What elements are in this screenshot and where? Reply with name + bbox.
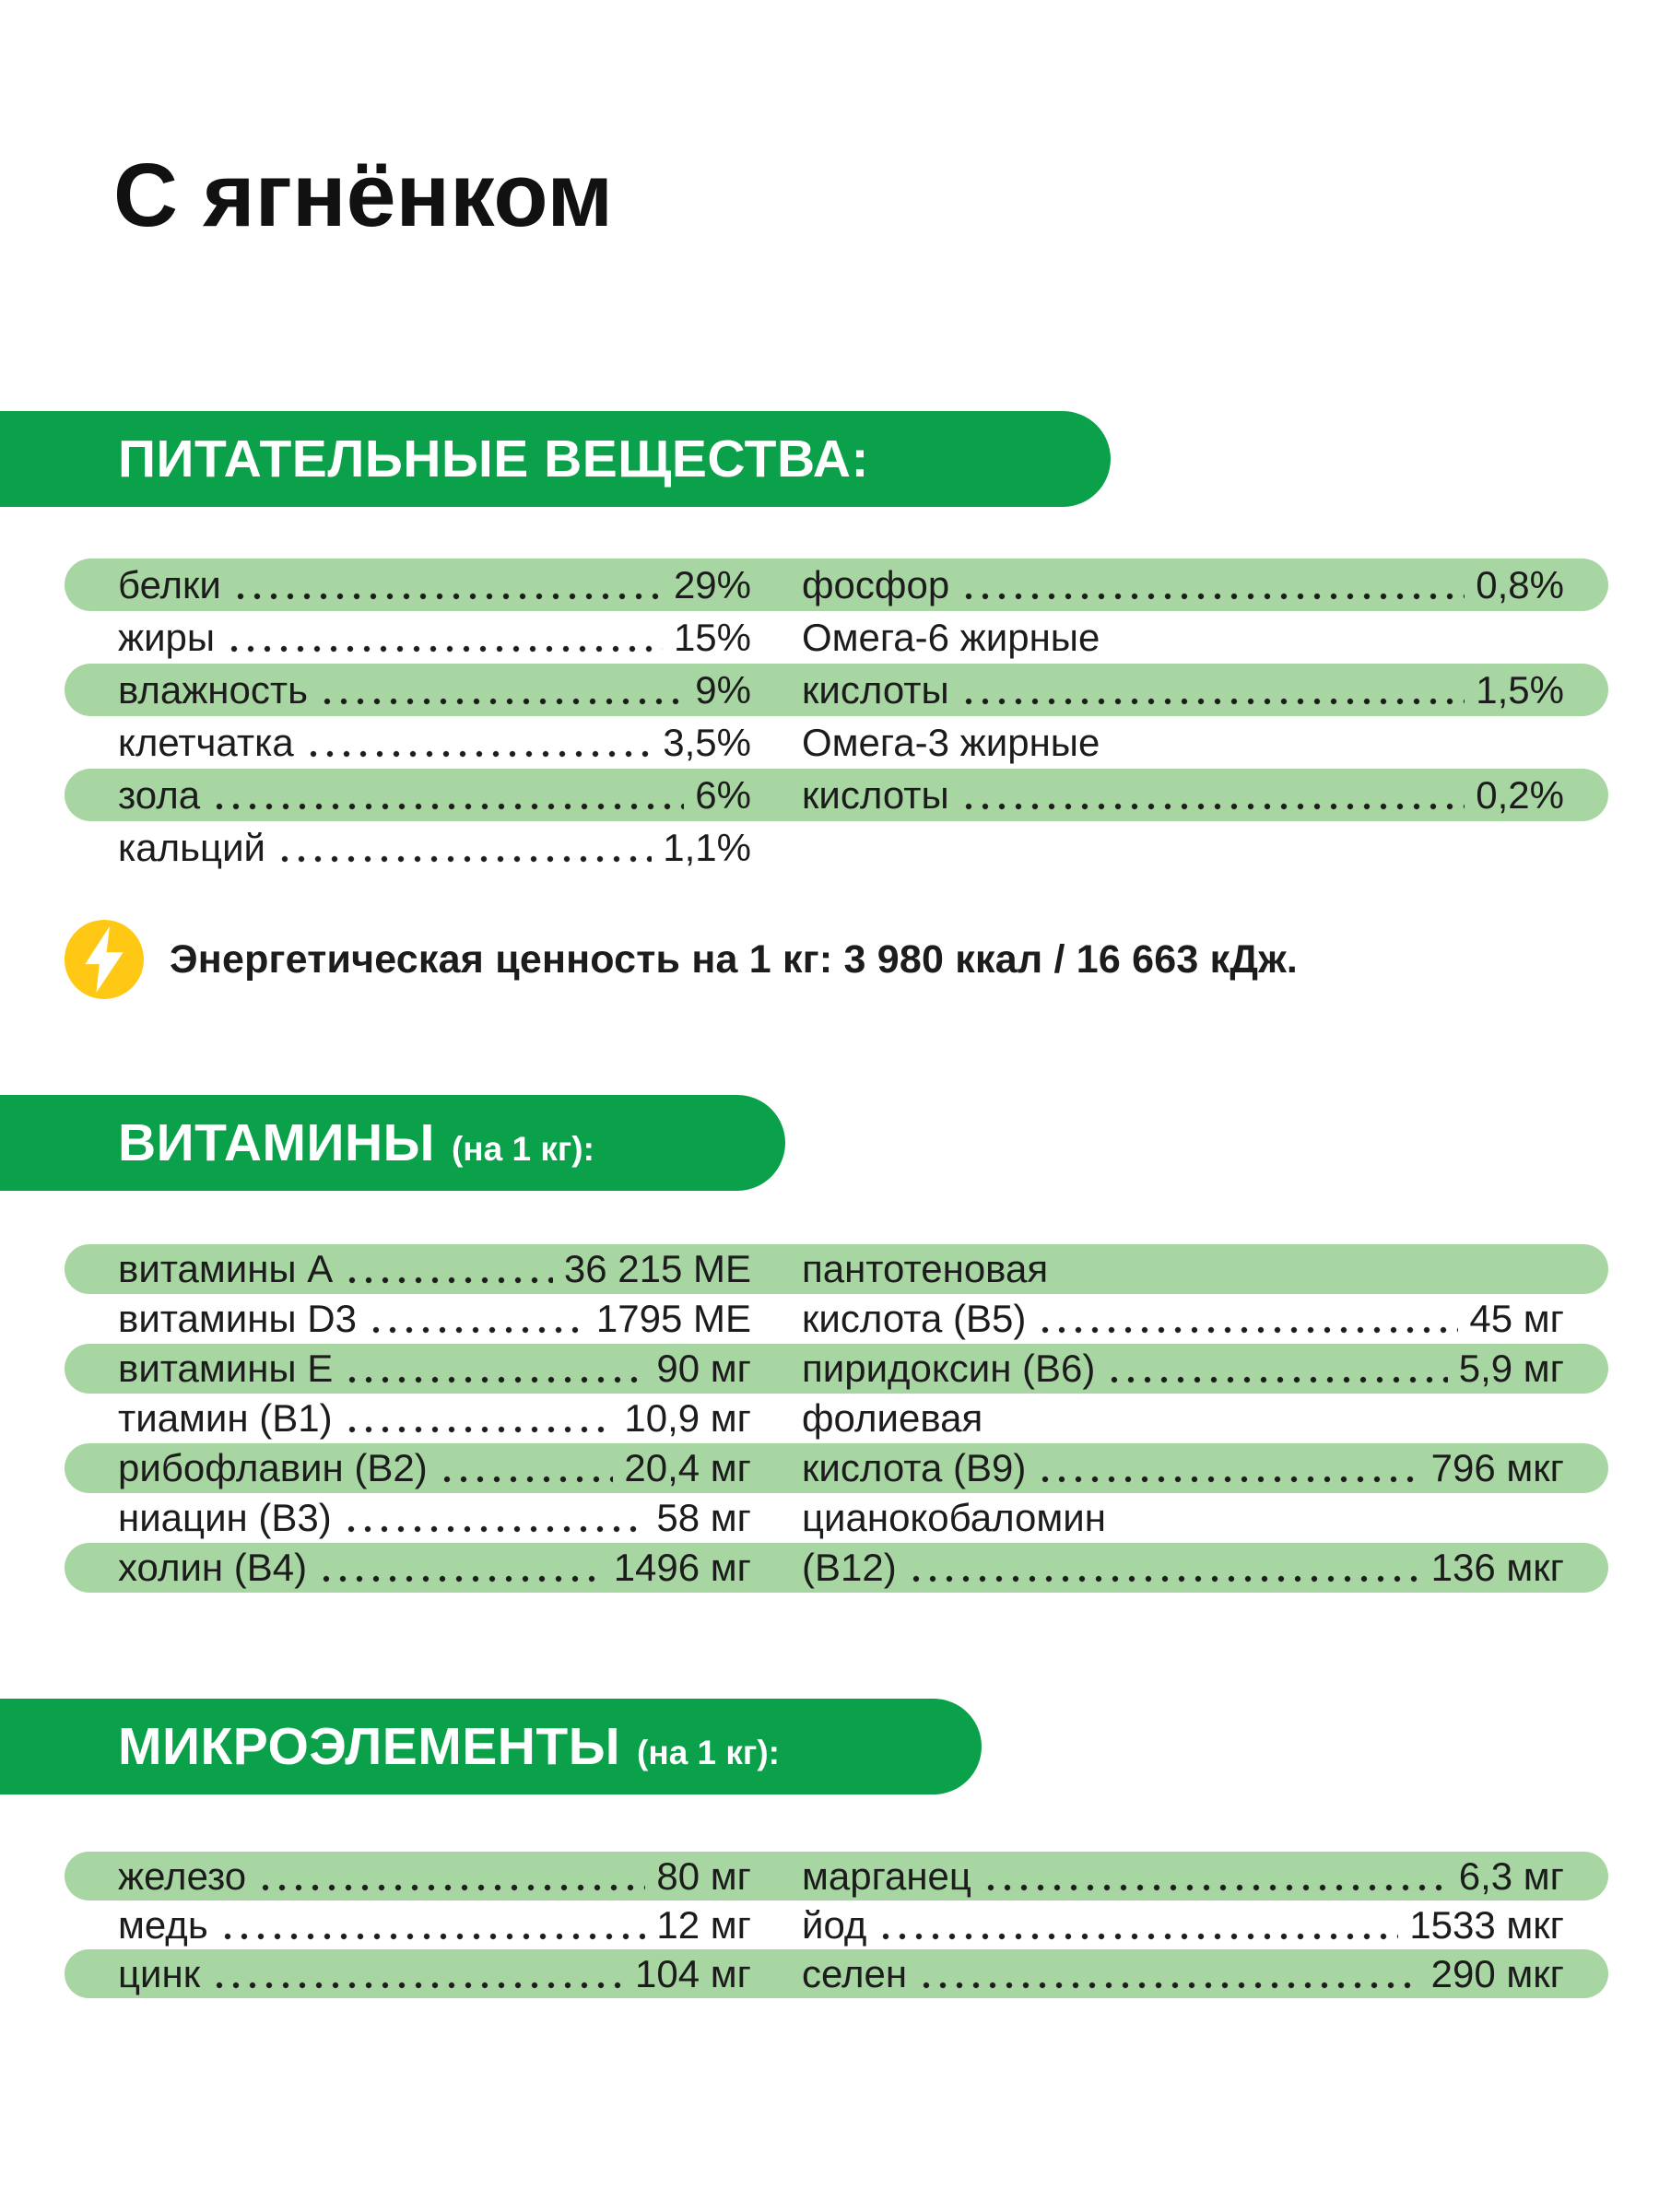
row-cell-left — [65, 825, 751, 869]
row-cell-right — [751, 1396, 1608, 1440]
row-value: 5,9 мг — [1458, 1347, 1564, 1390]
dotted-leader — [343, 1525, 646, 1533]
row-label: витамины E — [118, 1347, 334, 1390]
energy-text: Энергетическая ценность на 1 кг: 3 980 ккал / 16 663 кДж. — [170, 936, 1299, 982]
row-label: ниацин (B3) — [118, 1496, 332, 1539]
row-cell-left — [65, 1496, 751, 1539]
row-cell-right — [751, 1247, 1608, 1290]
row-cell-left — [65, 1853, 751, 1898]
section-subtitle: (на 1 кг): — [451, 1130, 594, 1168]
section-header-vitamins — [0, 1095, 785, 1191]
row-label: кислота (B9) — [802, 1446, 1027, 1489]
row-label: рибофлавин (B2) — [118, 1446, 428, 1489]
row-value: 136 мкг — [1430, 1546, 1564, 1589]
row-cell-left — [65, 1349, 751, 1388]
nutrients-table — [65, 559, 1608, 874]
section-header-nutrients — [0, 411, 1111, 507]
dotted-leader — [439, 1476, 614, 1483]
row-value: 1496 мг — [613, 1546, 751, 1589]
dotted-leader — [319, 698, 684, 705]
section-title: МИКРОЭЛЕМЕНТЫ — [118, 1717, 621, 1776]
row-cell-right — [751, 1902, 1608, 1947]
row-value: 796 мкг — [1430, 1446, 1564, 1489]
table-row — [65, 1900, 1608, 1949]
row-cell-right — [751, 1297, 1608, 1340]
row-cell-right — [751, 1853, 1608, 1898]
dotted-leader — [219, 1933, 646, 1940]
row-cell-right — [751, 1548, 1608, 1587]
row-cell-left — [65, 1396, 751, 1440]
row-cell-left — [65, 562, 751, 606]
row-value: 6,3 мг — [1458, 1853, 1564, 1898]
row-cell-right — [751, 772, 1608, 817]
row-value: 45 мг — [1469, 1297, 1564, 1340]
table-row — [65, 1493, 1608, 1543]
row-label: кислоты — [802, 772, 949, 817]
row-cell-left — [65, 1297, 751, 1340]
dotted-leader — [344, 1277, 553, 1284]
row-label: фосфор — [802, 562, 950, 606]
row-label: Омега-3 жирные — [802, 720, 1100, 764]
dotted-leader — [257, 1884, 645, 1891]
row-label: жиры — [118, 615, 216, 659]
row-value: 29% — [673, 562, 751, 606]
dotted-leader — [318, 1575, 603, 1583]
row-value: 20,4 мг — [624, 1446, 751, 1489]
dotted-leader — [1037, 1326, 1458, 1334]
dotted-leader — [226, 645, 663, 653]
dotted-leader — [960, 593, 1465, 600]
row-cell-right — [751, 562, 1608, 606]
row-value: 1795 МЕ — [595, 1297, 751, 1340]
table-row — [65, 1949, 1608, 1998]
dotted-leader — [344, 1376, 645, 1383]
row-label: влажность — [118, 667, 308, 712]
row-value: 90 мг — [656, 1347, 751, 1390]
microelements-table — [65, 1852, 1608, 1998]
row-cell-left — [65, 720, 751, 764]
row-cell-right — [751, 1496, 1608, 1539]
lightning-icon — [65, 920, 144, 999]
dotted-leader — [368, 1326, 585, 1334]
row-cell-left — [65, 1951, 751, 1995]
table-row — [65, 1852, 1608, 1900]
row-value: 290 мкг — [1430, 1951, 1564, 1995]
row-label: селен — [802, 1951, 908, 1995]
dotted-leader — [918, 1982, 1420, 1989]
dotted-leader — [305, 750, 653, 758]
vitamins-table — [65, 1244, 1608, 1593]
dotted-leader — [211, 1982, 624, 1989]
section-title: ВИТАМИНЫ — [118, 1113, 435, 1172]
row-label: железо — [118, 1853, 247, 1898]
dotted-leader — [344, 1426, 614, 1433]
dotted-leader — [232, 593, 663, 600]
table-row — [65, 1344, 1608, 1394]
row-value: 36 215 МЕ — [563, 1247, 751, 1290]
row-value: 0,2% — [1476, 772, 1564, 817]
row-value: 104 мг — [635, 1951, 751, 1995]
energy-callout — [65, 920, 1659, 999]
row-cell-left — [65, 615, 751, 659]
dotted-leader — [982, 1884, 1448, 1891]
row-label: медь — [118, 1902, 208, 1947]
row-cell-left — [65, 1446, 751, 1489]
page-title: С ягнёнком — [113, 145, 614, 245]
row-label: цианокобаломин — [802, 1496, 1106, 1539]
section-header-microelements — [0, 1699, 982, 1794]
row-label: холин (B4) — [118, 1546, 308, 1589]
row-label: Омега-6 жирные — [802, 615, 1100, 659]
row-value: 1,5% — [1476, 667, 1564, 712]
row-value: 9% — [695, 667, 751, 712]
row-label: клетчатка — [118, 720, 294, 764]
table-row — [65, 821, 1608, 874]
row-value: 10,9 мг — [624, 1396, 751, 1440]
dotted-leader — [1106, 1376, 1447, 1383]
dotted-leader — [276, 855, 652, 863]
row-value: 1,1% — [663, 825, 751, 869]
row-value: 80 мг — [656, 1853, 751, 1898]
table-row — [65, 1443, 1608, 1493]
row-cell-left — [65, 667, 751, 712]
row-value: 58 мг — [656, 1496, 751, 1539]
section-subtitle: (на 1 кг): — [637, 1734, 780, 1771]
table-row — [65, 1543, 1608, 1593]
table-row — [65, 1244, 1608, 1294]
row-label: марганец — [802, 1853, 971, 1898]
table-row — [65, 716, 1608, 769]
row-cell-right — [751, 1349, 1608, 1388]
section-header-inner — [118, 429, 869, 489]
table-row — [65, 769, 1608, 821]
table-row — [65, 664, 1608, 716]
row-cell-left — [65, 772, 751, 817]
row-value: 6% — [695, 772, 751, 817]
row-label: фолиевая — [802, 1396, 983, 1440]
row-cell-right — [751, 1446, 1608, 1489]
table-row — [65, 1294, 1608, 1344]
row-value: 3,5% — [663, 720, 751, 764]
section-header-inner — [118, 1112, 594, 1173]
row-cell-right — [751, 1951, 1608, 1995]
dotted-leader — [1037, 1476, 1419, 1483]
table-row — [65, 611, 1608, 664]
row-cell-right — [751, 667, 1608, 712]
row-label: тиамин (B1) — [118, 1396, 333, 1440]
row-label: зола — [118, 772, 201, 817]
row-cell-right — [751, 615, 1608, 659]
dotted-leader — [877, 1933, 1398, 1940]
row-label: йод — [802, 1902, 867, 1947]
row-value: 0,8% — [1476, 562, 1564, 606]
row-value: 12 мг — [656, 1902, 751, 1947]
row-label: пантотеновая — [802, 1247, 1049, 1290]
row-label: (B12) — [802, 1546, 897, 1589]
row-value: 15% — [673, 615, 751, 659]
row-label: витамины D3 — [118, 1297, 357, 1340]
row-cell-left — [65, 1247, 751, 1290]
row-label: цинк — [118, 1951, 201, 1995]
section-header-inner — [118, 1716, 780, 1777]
row-cell-right — [751, 720, 1608, 764]
section-title: ПИТАТЕЛЬНЫЕ ВЕЩЕСТВА: — [118, 429, 869, 488]
row-label: белки — [118, 562, 221, 606]
dotted-leader — [960, 698, 1465, 705]
table-row — [65, 1394, 1608, 1443]
row-label: кальций — [118, 825, 266, 869]
dotted-leader — [908, 1575, 1420, 1583]
row-cell-left — [65, 1902, 751, 1947]
row-value: 1533 мкг — [1409, 1902, 1564, 1947]
row-cell-left — [65, 1548, 751, 1587]
row-label: витамины A — [118, 1247, 334, 1290]
row-label: кислота (B5) — [802, 1297, 1027, 1340]
table-row — [65, 559, 1608, 611]
dotted-leader — [960, 803, 1465, 810]
row-label: пиридоксин (B6) — [802, 1347, 1096, 1390]
dotted-leader — [211, 803, 684, 810]
row-label: кислоты — [802, 667, 949, 712]
